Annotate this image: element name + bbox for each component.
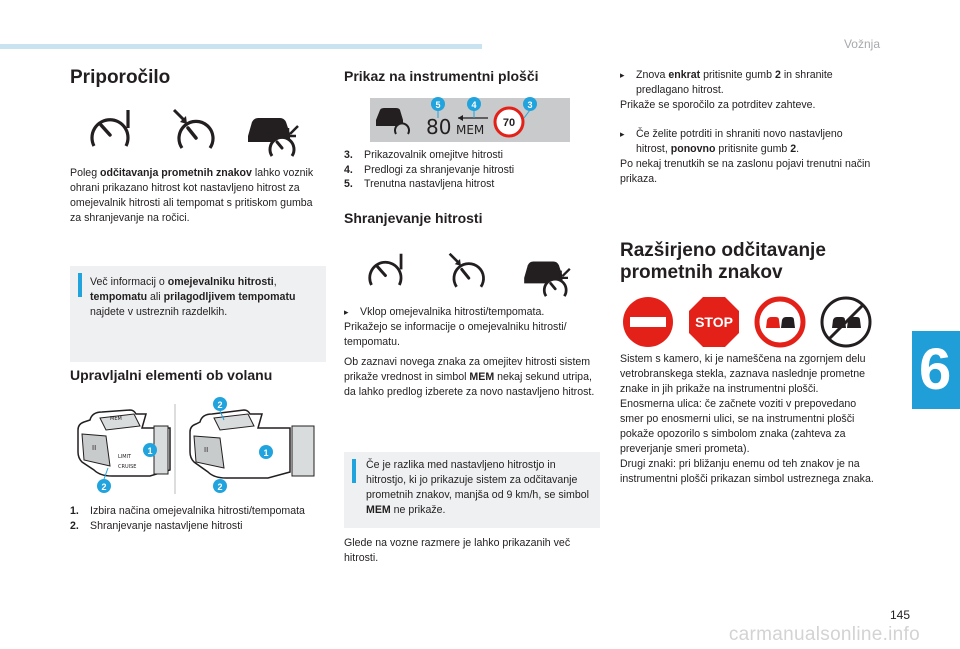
no-overtaking-sign-icon xyxy=(754,296,806,348)
stop-sign-icon xyxy=(688,296,740,348)
col3-text-1: ▸ Znova enkrat pritisnite gumb 2 in shranite predlagano hitrost. Prikaže se sporočilo za potrditev zahteve. xyxy=(620,69,833,111)
chapter-tab: 6 xyxy=(912,331,960,409)
section-title: Vožnja xyxy=(843,37,880,51)
cluster-speed: 80 xyxy=(426,115,452,139)
triangle-bullet-icon: ▸ xyxy=(620,70,625,80)
extended-text: Sistem s kamero, ki je nameščena na zgornjem delu vetrobranskega stekla, zaznava naslednje prometne znake in jih prikaže na instrumentni plošči. Enosmerna ulica: če začnete voziti v prepovedano smer po enosmerni ulici, se na instrumentni plošči pokaže opozorilo s simbolom znaka (zahteva za preverjanje smeri prometa). Drugi znaki: pri bližanju enemu od teh znakov je na instrumentni plošči prikazan simbol ustreznega znaka. xyxy=(620,353,874,485)
cluster-mem: MEM xyxy=(456,123,485,137)
page-number: 145 xyxy=(889,608,910,622)
footer-text: Glede na vozne razmere je lahko prikazanih več hitrosti. xyxy=(344,537,571,564)
svg-text:4: 4 xyxy=(471,100,477,110)
controls-list xyxy=(70,504,326,533)
info-text-1: Več informacij o omejevalniku hitrosti, tempomatu ali prilagodljivem tempomatu najdete v ustreznih razdelkih. xyxy=(90,276,296,318)
svg-text:2: 2 xyxy=(101,482,107,492)
info-box-2 xyxy=(344,452,600,528)
svg-text:2: 2 xyxy=(217,482,223,492)
svg-text:STOP: STOP xyxy=(695,314,733,330)
svg-text:1: 1 xyxy=(147,446,153,456)
cruise-control-icon xyxy=(172,108,216,154)
list-item: 1. Izbira načina omejevalnika hitrosti/tempomata xyxy=(70,505,305,517)
triangle-bullet-icon: ▸ xyxy=(620,129,625,139)
cruise-control-icon-2 xyxy=(446,252,488,292)
stalk-limit-label: LIMIT xyxy=(118,454,132,460)
info-box-1 xyxy=(70,266,326,362)
intro-paragraph: Poleg odčitavanja prometnih znakov lahko voznik ohrani prikazano hitrost kot nastavljeno hitrost za omejevalnik hitrosti ali tempomat s pritiskom gumba za shranjevanje na ročici. xyxy=(70,167,314,224)
display-list xyxy=(344,148,600,192)
end-no-overtaking-sign-icon xyxy=(820,296,872,348)
heading-instrument: Prikaz na instrumentni plošči xyxy=(344,68,539,84)
svg-text:II: II xyxy=(204,446,209,454)
store-text-1: ▸ Vklop omejevalnika hitrosti/tempomata. Prikažejo se informacije o omejevalniku hitrosti/ tempomatu. xyxy=(344,306,567,348)
info-text-2: Če je razlika med nastavljeno hitrostjo in hitrostjo, ki jo prikazuje sistem za odčitavanje prometnih znakov, manjša od 9 km/h, se simbol MEM ne prikaže. xyxy=(366,459,589,516)
info-bar-icon xyxy=(78,273,82,297)
no-entry-sign-icon xyxy=(622,296,674,348)
speed-limiter-icon xyxy=(88,108,138,154)
header-bar xyxy=(0,44,482,49)
list-item: 3. Prikazovalnik omejitve hitrosti xyxy=(344,149,503,161)
svg-text:1: 1 xyxy=(263,448,269,458)
svg-text:5: 5 xyxy=(435,100,441,110)
svg-text:3: 3 xyxy=(527,100,533,110)
adaptive-cruise-icon-2 xyxy=(520,256,574,298)
cluster-callouts xyxy=(424,96,544,116)
triangle-bullet-icon: ▸ xyxy=(344,307,349,317)
steering-stalk-illustration-left xyxy=(70,400,182,496)
list-item: 5. Trenutna nastavljena hitrost xyxy=(344,178,495,190)
store-text-2: Ob zaznavi novega znaka za omejitev hitrosti sistem prikaže vrednost in simbol MEM nekaj sekund utripa, da lahko predlog izberete za novo nastavljeno hitrost. xyxy=(344,356,595,398)
svg-text:2: 2 xyxy=(217,400,223,410)
speed-limiter-icon-2 xyxy=(364,252,412,292)
info-bar-icon xyxy=(352,459,356,483)
watermark: carmanualsonline.info xyxy=(728,624,920,645)
list-item: 4. Predlogi za shranjevanje hitrosti xyxy=(344,163,515,176)
col3-text-2: ▸ Če želite potrditi in shraniti novo nastavljeno hitrost, ponovno pritisnite gumb 2. Po nekaj trenutkih se na zaslonu pojavi trenutni način prikaza. xyxy=(620,128,871,185)
heading-store-speed: Shranjevanje hitrosti xyxy=(344,210,483,226)
heading-priporocilo: Priporočilo xyxy=(70,67,171,88)
svg-text:II: II xyxy=(92,444,97,452)
adaptive-cruise-icon xyxy=(246,112,300,158)
list-item: 2. Shranjevanje nastavljene hitrosti xyxy=(70,519,243,532)
steering-stalk-illustration-right xyxy=(186,396,320,496)
stalk-mem-label: MEM xyxy=(110,416,122,422)
stalk-cruise-label: CRUISE xyxy=(118,464,137,470)
separator-line xyxy=(174,404,176,494)
heading-controls: Upravljalni elementi ob volanu xyxy=(70,367,273,383)
cluster-sign: 70 xyxy=(502,117,516,129)
heading-extended: Razširjeno odčitavanje prometnih znakov xyxy=(620,240,826,283)
